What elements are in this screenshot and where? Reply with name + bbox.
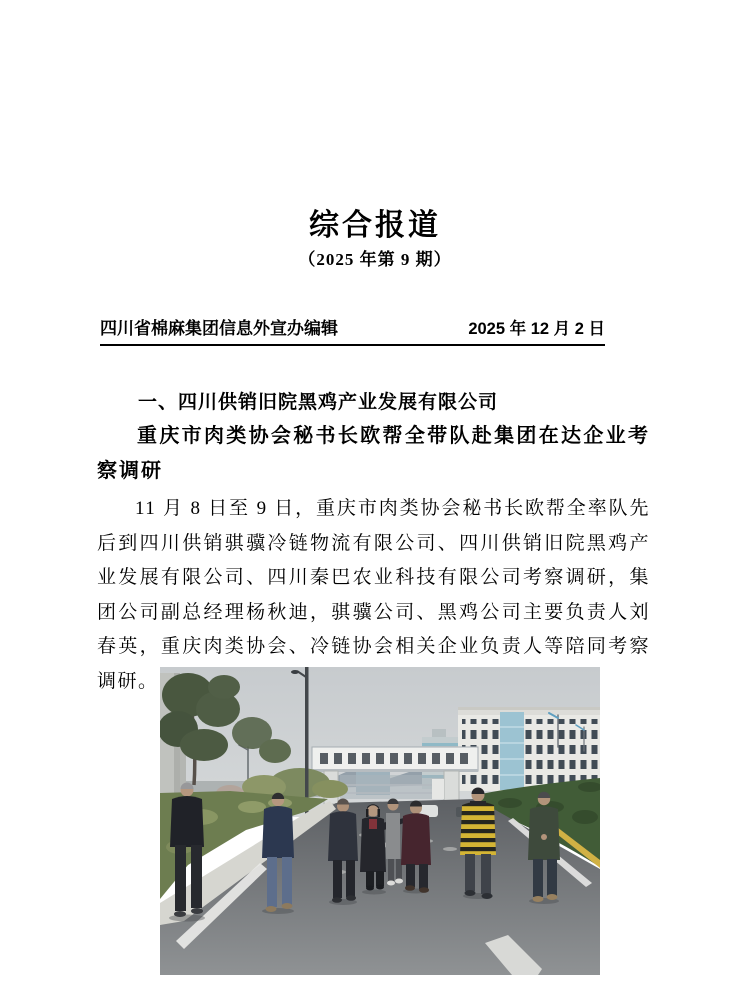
publish-date: 2025 年 12 月 2 日 [468, 320, 605, 338]
section-heading: 一、四川供销旧院黑鸡产业发展有限公司 [138, 392, 499, 413]
site-visit-photo [160, 667, 600, 975]
site-visit-photo-illustration [160, 667, 600, 975]
article-body: 11 月 8 日至 9 日，重庆市肉类协会秘书长欧帮全率队先后到四川供销骐骥冷链物流有限公司、四川供销旧院黑鸡产业发展有限公司、四川秦巴农业科技有限公司考察调研，集团公司副总经理杨秋迪，骐骥公司、黑鸡公司主要负责人刘春英，重庆肉类协会、冷链协会相关企业负责人等陪同考察调研。 [97, 498, 650, 692]
article-title: 重庆市肉类协会秘书长欧帮全带队赴集团在达企业考察调研 [97, 425, 650, 482]
editor-label: 四川省棉麻集团信息外宣办编辑 [100, 319, 338, 338]
page-title: 综合报道 [309, 209, 441, 242]
issue-subtitle: （2025 年第 9 期） [298, 250, 452, 269]
editor-dateline [100, 314, 605, 346]
